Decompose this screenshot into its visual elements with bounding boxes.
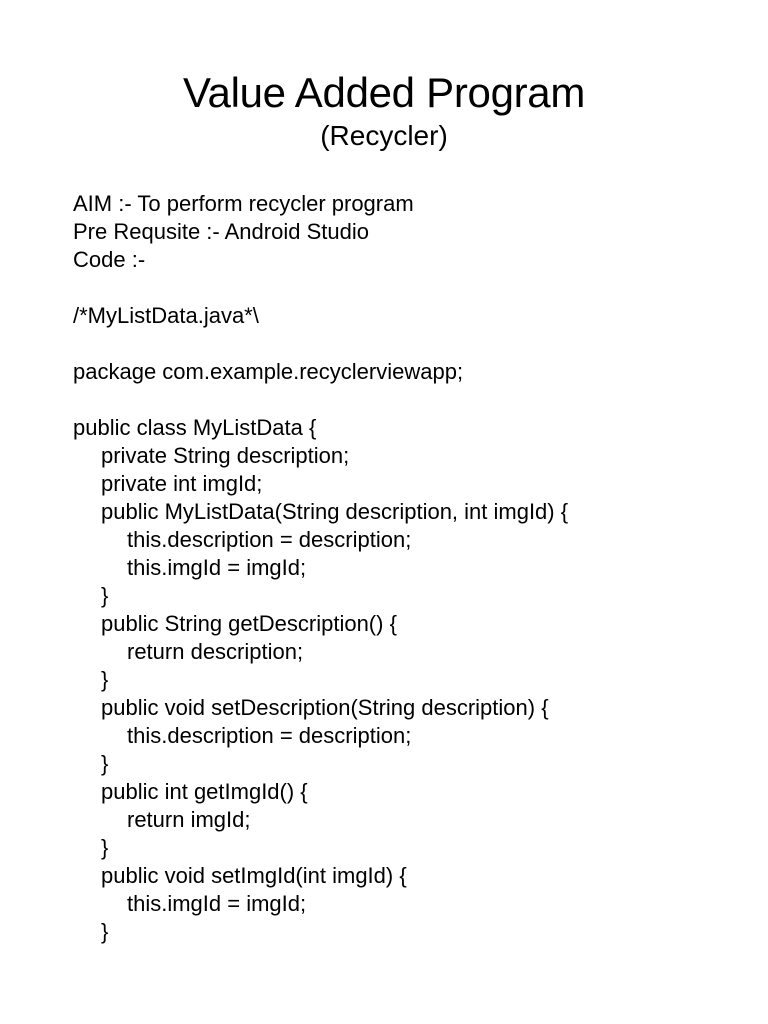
code-line: public MyListData(String description, int imgId) {	[101, 499, 569, 524]
blank-line	[73, 274, 753, 302]
page-title: Value Added Program	[182, 69, 586, 116]
code-line: }	[101, 583, 109, 608]
code-line: this.imgId = imgId;	[127, 555, 307, 580]
code-label: Code :-	[73, 247, 146, 272]
prerequisite-line: Pre Requsite :- Android Studio	[73, 219, 369, 244]
blank-line	[73, 330, 753, 358]
code-line: }	[101, 835, 109, 860]
file-comment: /*MyListData.java*\	[73, 303, 259, 328]
code-line: private String description;	[101, 443, 350, 468]
aim-line: AIM :- To perform recycler program	[73, 191, 414, 216]
code-line: return description;	[127, 639, 304, 664]
page-subtitle: (Recycler)	[320, 120, 448, 151]
code-line: this.imgId = imgId;	[127, 891, 307, 916]
code-line: }	[101, 667, 109, 692]
code-line: return imgId;	[127, 807, 251, 832]
code-line: public int getImgId() {	[101, 779, 308, 804]
code-line: public void setDescription(String description) {	[101, 695, 549, 720]
code-line: this.description = description;	[127, 527, 412, 552]
code-line: this.description = description;	[127, 723, 412, 748]
code-line: }	[101, 751, 109, 776]
code-line: public String getDescription() {	[101, 611, 397, 636]
code-line: public class MyListData {	[73, 415, 317, 440]
code-line: }	[101, 919, 109, 944]
blank-line	[73, 386, 753, 414]
code-block	[73, 414, 753, 946]
code-line: private int imgId;	[101, 471, 263, 496]
code-line: public void setImgId(int imgId) {	[101, 863, 407, 888]
package-line: package com.example.recyclerviewapp;	[73, 359, 464, 384]
document-body	[73, 190, 753, 946]
